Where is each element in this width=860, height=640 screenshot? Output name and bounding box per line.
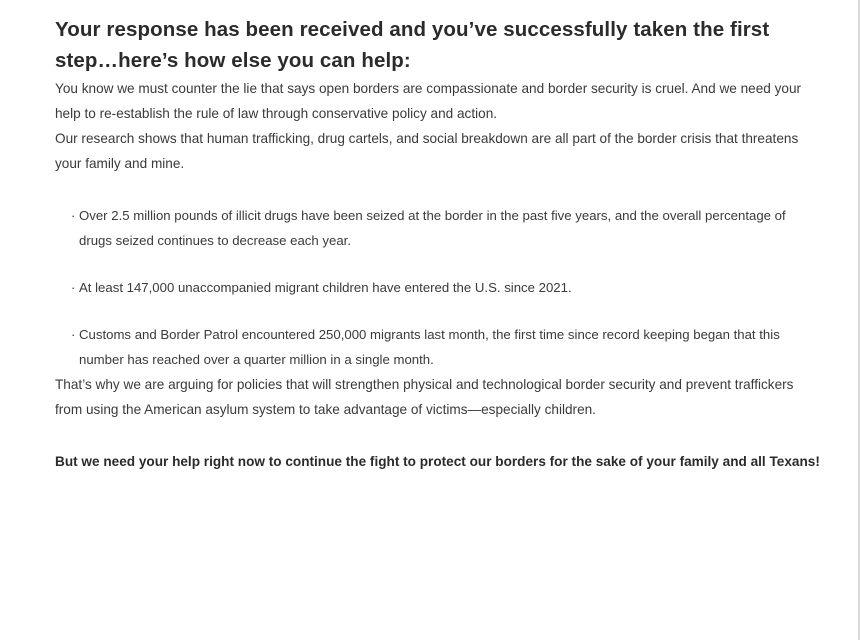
bullet-icon: · <box>71 208 76 223</box>
facts-list <box>55 203 820 372</box>
fact-item <box>71 322 820 372</box>
intro-paragraph: You know we must counter the lie that says open borders are compassionate and border security is cruel. And we need your help to re-establish the rule of law through conservative policy and action. <box>55 81 802 121</box>
fact-text: Customs and Border Patrol encountered 250,000 migrants last month, the first time since record keeping began that this number has reached over a quarter million in a single month. <box>79 327 780 367</box>
message-content <box>55 14 820 474</box>
bullet-icon: · <box>71 280 76 295</box>
fact-item <box>71 203 820 253</box>
fact-text: Over 2.5 million pounds of illicit drugs have been seized at the border in the past five years, and the overall percentage of drugs seized continues to decrease each year. <box>79 208 786 248</box>
fact-text: At least 147,000 unaccompanied migrant children have entered the U.S. since 2021. <box>79 280 572 295</box>
page-headline: Your response has been received and you’ve successfully taken the first step…here’s how else you can help: <box>55 18 770 72</box>
bullet-icon: · <box>71 327 76 342</box>
research-paragraph: Our research shows that human trafficking, drug cartels, and social breakdown are all part of the border crisis that threatens your family and mine. <box>55 131 799 171</box>
policy-paragraph: That’s why we are arguing for policies that will strengthen physical and technological border security and prevent traffickers from using the American asylum system to take advantage of victims—especially children. <box>55 377 794 417</box>
fact-item <box>71 275 820 300</box>
call-to-action: But we need your help right now to continue the fight to protect our borders for the sake of your family and all Texans! <box>55 454 820 469</box>
